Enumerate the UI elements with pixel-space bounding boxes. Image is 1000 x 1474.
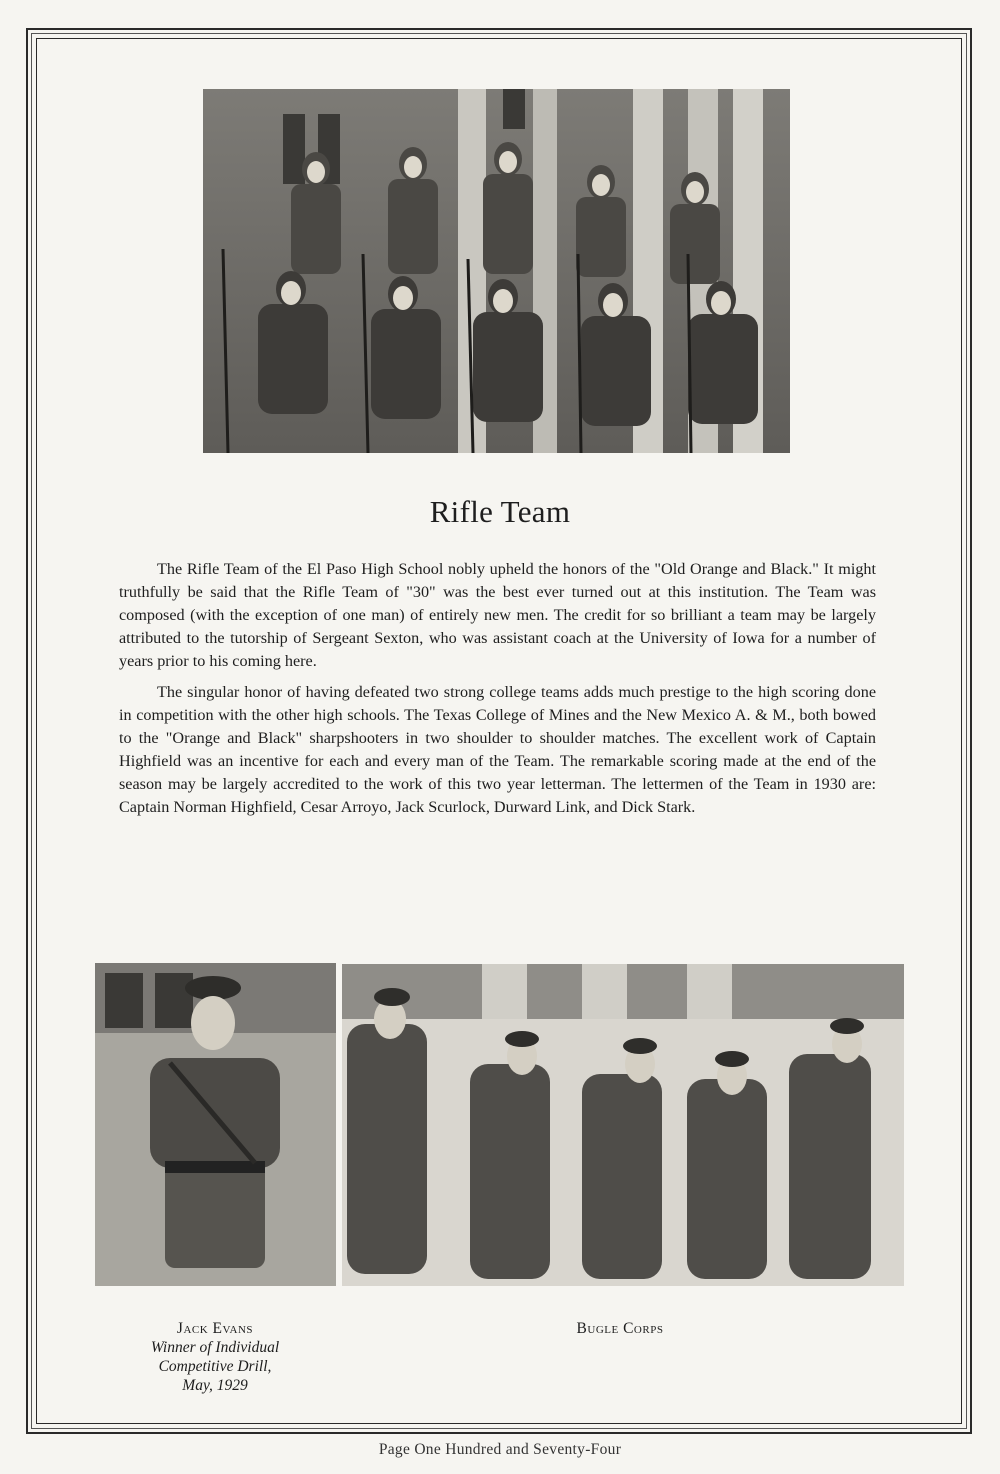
caption-line: May, 1929 bbox=[182, 1377, 248, 1394]
bugle-corps-caption: Bugle Corps bbox=[576, 1320, 664, 1337]
page-title: Rifle Team bbox=[429, 494, 571, 529]
page-number-footer: Page One Hundred and Seventy-Four bbox=[378, 1441, 622, 1458]
bugle-corps-photo bbox=[342, 964, 904, 1286]
paragraph: The Rifle Team of the El Paso High School nobly upheld the honors of the "Old Orange and Black." It might truthfully be said that the Rifle Team of "30" was the best ever turned out at this institution. The Team was composed (with the exception of one man) of entirely new men. The credit for so brilliant a team may be largely attributed to the tutorship of Sergeant Sexton, who was assistant coach at the University of Iowa for a number of years prior to his coming here. bbox=[119, 560, 876, 670]
caption-line: Competitive Drill, bbox=[158, 1358, 272, 1375]
jack-evans-photo bbox=[95, 963, 336, 1286]
paragraph: The singular honor of having defeated two strong college teams adds much prestige to the high scoring done in competition with the other high schools. The Texas College of Mines and the New Mexico A. & M., both bowed to the "Orange and Black" sharpshooters in two shoulder to shoulder matches. The excellent work of Captain Highfield was an incentive for each and every man of the Team. The remarkable scoring made at the end of the season may be largely accredited to the work of this two year letterman. The lettermen of the Team in 1930 are: Captain Norman Highfield, Cesar Arroyo, Jack Scurlock, Durward Link, and Dick Stark. bbox=[119, 683, 876, 816]
article-body bbox=[119, 558, 876, 827]
jack-evans-caption bbox=[110, 1319, 320, 1395]
rifle-team-photo bbox=[203, 89, 790, 453]
caption-line: Winner of Individual bbox=[150, 1339, 280, 1356]
caption-name: Jack Evans bbox=[176, 1320, 254, 1337]
